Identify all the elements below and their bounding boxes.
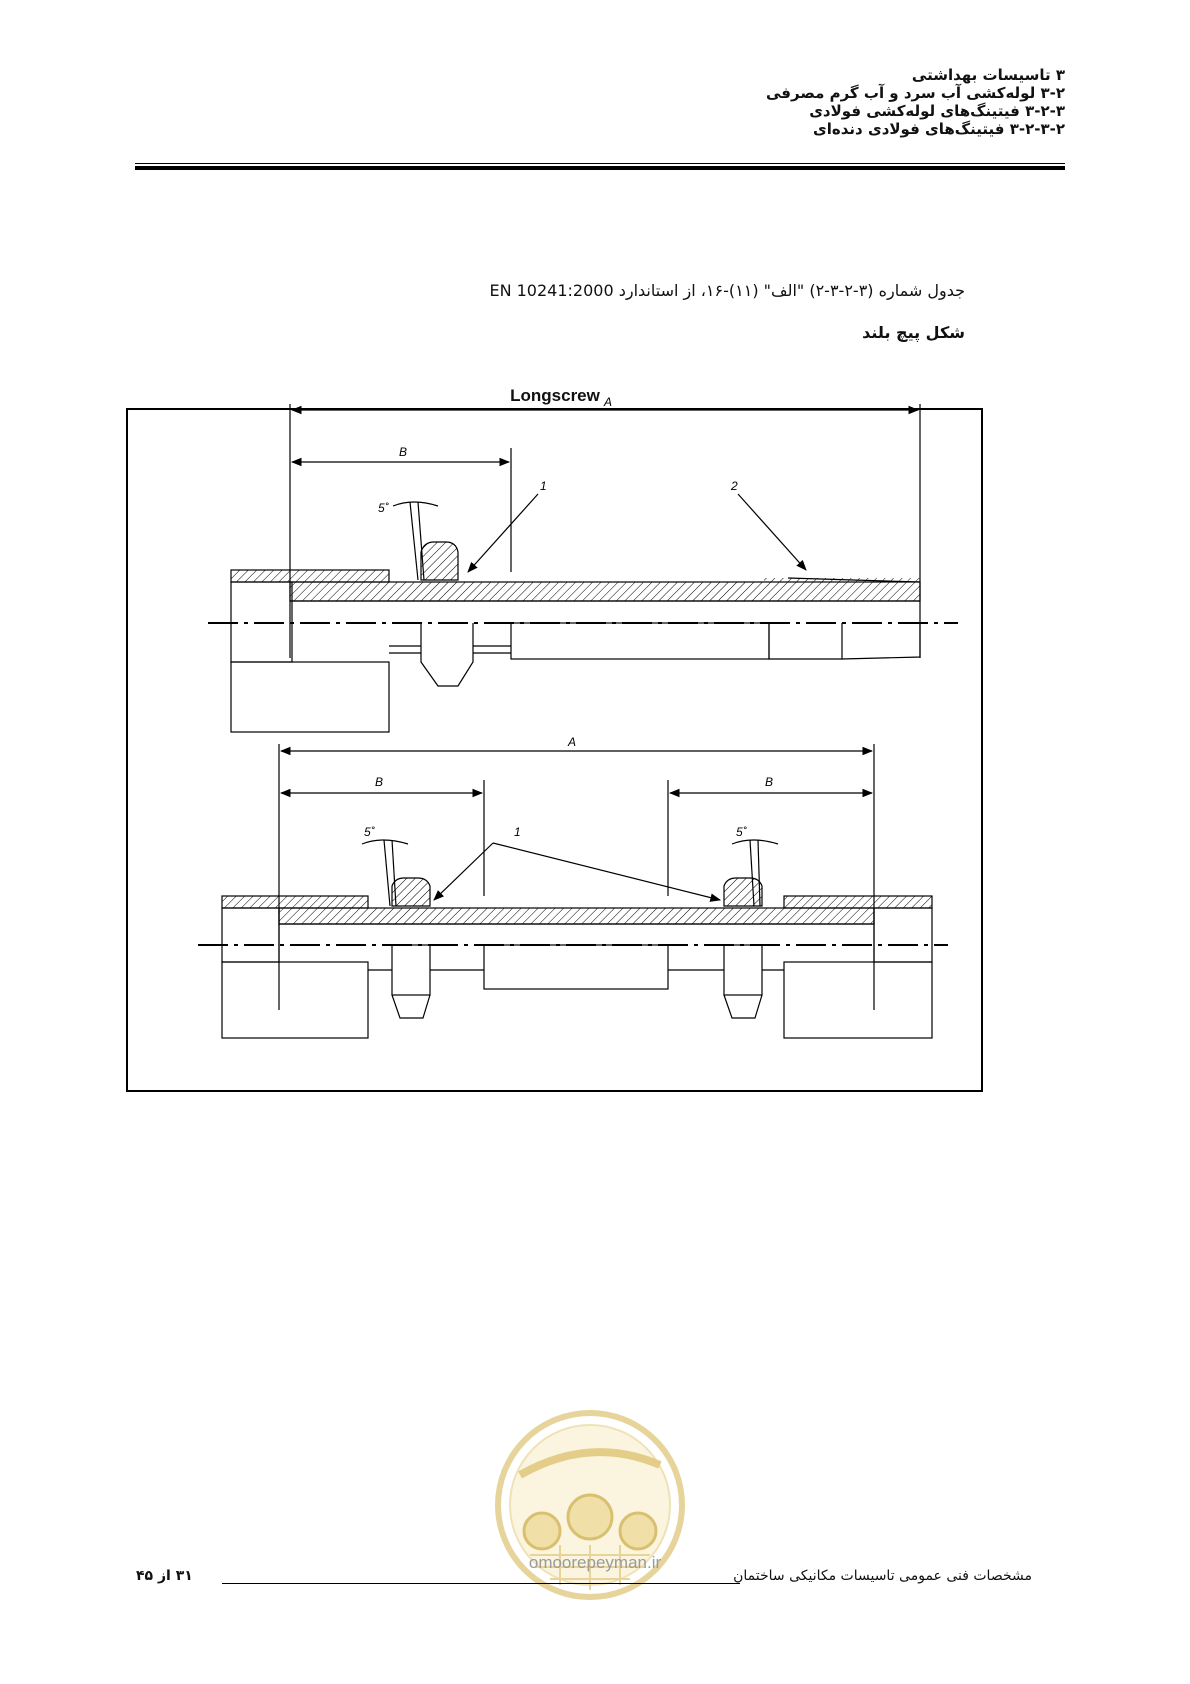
right-locknut-section bbox=[724, 878, 762, 906]
figure-title: Longscrew bbox=[510, 386, 600, 405]
header-subsubsection-title: ۳-۲-۳ فیتینگ‌های لوله‌کشی فولادی bbox=[809, 102, 1065, 120]
website-watermark: omoorepeyman.ir bbox=[528, 1553, 662, 1572]
left-coupling-wall bbox=[222, 896, 368, 908]
right-coupling-body bbox=[874, 908, 932, 962]
left-locknut-lower bbox=[392, 945, 430, 995]
taper-lower bbox=[842, 623, 920, 659]
top-callout-1: 1 bbox=[540, 479, 547, 493]
coupling-wall bbox=[231, 570, 389, 582]
header-topic-title: ۳-۲-۳-۲ فیتینگ‌های فولادی دنده‌ای bbox=[812, 120, 1065, 138]
page-number: ۳۱ از ۴۵ bbox=[136, 1568, 193, 1584]
angle-arc bbox=[393, 502, 438, 506]
omoorepeyman-logo bbox=[490, 1405, 690, 1605]
left-coupling-body bbox=[222, 908, 279, 962]
header-rule-thick bbox=[135, 166, 1065, 170]
top-dim-a-label: A bbox=[604, 395, 613, 409]
figure-caption: شکل پیچ بلند bbox=[862, 323, 965, 342]
header-rule-thin bbox=[135, 163, 1065, 164]
callout-leader-1b bbox=[493, 843, 720, 900]
top-angle-label: 5˚ bbox=[378, 501, 389, 515]
angle-line bbox=[384, 840, 390, 906]
callout-leader-2 bbox=[738, 494, 806, 570]
bottom-dim-a-label: A bbox=[568, 735, 577, 749]
callout-leader-1 bbox=[468, 494, 538, 572]
pipe-lower bbox=[511, 623, 769, 659]
bottom-angle-left-label: 5˚ bbox=[364, 825, 375, 839]
bottom-callout-1: 1 bbox=[514, 825, 521, 839]
pipe-wall bbox=[279, 908, 874, 924]
footer-title: مشخصات فنی عمومی تاسیسات مکانیکی ساختمان bbox=[733, 1568, 1032, 1584]
right-locknut-hex bbox=[724, 995, 762, 1018]
left-locknut-hex bbox=[392, 995, 430, 1018]
scales-icon bbox=[524, 1513, 560, 1549]
angle-line bbox=[410, 502, 418, 580]
top-callout-2: 2 bbox=[731, 479, 738, 493]
locknut-section bbox=[421, 542, 458, 580]
bottom-dim-b-right-label: B bbox=[765, 775, 774, 789]
excavator-icon bbox=[620, 1513, 656, 1549]
pipe-lower bbox=[484, 945, 668, 989]
bottom-angle-right-label: 5˚ bbox=[736, 825, 747, 839]
header-section-title: ۳ تاسیسات بهداشتی bbox=[911, 66, 1065, 84]
angle-arc bbox=[732, 840, 778, 844]
page-header bbox=[766, 66, 1065, 138]
pipe-wall bbox=[290, 582, 920, 601]
left-coupling-lower bbox=[222, 962, 368, 1038]
bottom-dim-b-left-label: B bbox=[375, 775, 384, 789]
locknut-lower bbox=[421, 623, 473, 686]
angle-arc bbox=[362, 840, 408, 844]
left-locknut-section bbox=[392, 878, 430, 906]
right-coupling-lower bbox=[784, 962, 932, 1038]
header-subsection-title: ۳-۲ لوله‌کشی آب سرد و آب گرم مصرفی bbox=[765, 84, 1065, 102]
pipe-end-lower bbox=[769, 623, 842, 659]
footer-rule bbox=[222, 1583, 740, 1584]
right-coupling-wall bbox=[784, 896, 932, 908]
right-locknut-lower bbox=[724, 945, 762, 995]
gear-icon bbox=[568, 1495, 612, 1539]
table-caption: جدول شماره (۳-۲-۳-۲) "الف" (۱۱)-۱۶، از استاندارد EN 10241:2000 bbox=[489, 281, 965, 300]
top-dim-b-label: B bbox=[399, 445, 408, 459]
coupling-lower bbox=[231, 662, 389, 732]
